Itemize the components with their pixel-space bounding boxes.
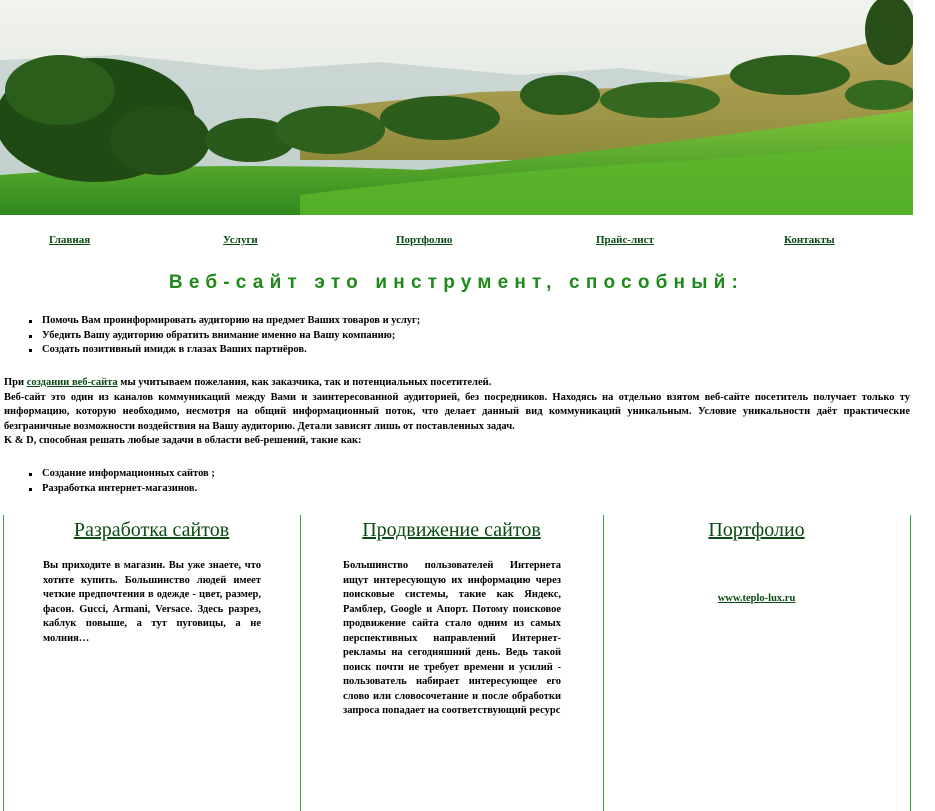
list-item: Создать позитивный имидж в глазах Ваших партнёров. (42, 343, 935, 358)
column-title-promotion[interactable]: Продвижение сайтов (362, 519, 541, 541)
nav-link-services[interactable]: Услуги (223, 234, 258, 246)
nav-link-price-list[interactable]: Прайс-лист (596, 234, 654, 246)
nav-link-home[interactable]: Главная (49, 234, 91, 246)
column-text-development: Вы приходите в магазин. Вы уже знаете, что хотите купить. Большинство людей имеет четкие предпочтения в одежде - цвет, размер, фасон. Gucci, Armani, Versace. Здесь разрез, каблук повыше, а тут пуговицы, а не молния… (43, 560, 261, 644)
nav-link-portfolio[interactable]: Портфолио (396, 234, 453, 246)
goals-list (0, 314, 935, 358)
services-list (0, 467, 935, 496)
columns-section (3, 515, 912, 811)
column-portfolio (603, 515, 910, 811)
column-promotion (300, 515, 603, 811)
list-item: Создание информационных сайтов ; (42, 467, 935, 482)
intro-paragraph (4, 376, 910, 449)
column-title-development[interactable]: Разработка сайтов (73, 519, 230, 541)
portfolio-site-link[interactable]: www.teplo-lux.ru (717, 593, 796, 604)
intro-body: Веб-сайт это один из каналов коммуникаций между Вами и заинтересованной аудиторией, без посредников. Находясь на отдельно взятом веб-сайте посетитель получает только ту информацию, которую необходимо, несмотря на общий информационный поток, что делает данный вид коммуникаций уникальным. Условие уникальности даёт практические безграничные возможности воздействия на Вашу аудиторию. Детали зависят лишь от поставленных задач. (4, 391, 910, 432)
column-divider (910, 515, 911, 811)
intro-suffix: мы учитываем пожелания, как заказчика, так и потенциальных посетителей. (117, 377, 492, 388)
main-nav (0, 234, 913, 250)
nav-link-contacts[interactable]: Контакты (784, 234, 835, 246)
header-banner-image (0, 0, 913, 215)
column-development (3, 515, 300, 811)
list-item: Помочь Вам проинформировать аудиторию на предмет Ваших товаров и услуг; (42, 314, 935, 329)
list-item: Убедить Вашу аудиторию обратить внимание именно на Вашу компанию; (42, 329, 935, 344)
website-creation-link[interactable]: создании веб-сайта (26, 377, 118, 388)
intro-prefix: При (4, 377, 27, 388)
column-text-promotion: Большинство пользователей Интернета ищут интересующую их информацию через поисковые системы, такие как Яндекс, Рамблер, Google и Апорт. Потому поисковое продвижение сайта стало одним из самых перспективных направлений Интернет-рекламы на сегодняшний день. Ведь такой поиск почти не требует времени и усилий - пользователь набирает интересующее его слово или словосочетание и после обработки запроса попадает на соответствующий ресурс (343, 560, 561, 716)
intro-closing: K & D, способная решать любые задачи в области веб-решений, такие как: (4, 435, 362, 446)
page-headline: Веб-сайт это инструмент, способный: (168, 272, 745, 293)
list-item: Разработка интернет-магазинов. (42, 482, 935, 497)
column-title-portfolio[interactable]: Портфолио (708, 519, 805, 541)
